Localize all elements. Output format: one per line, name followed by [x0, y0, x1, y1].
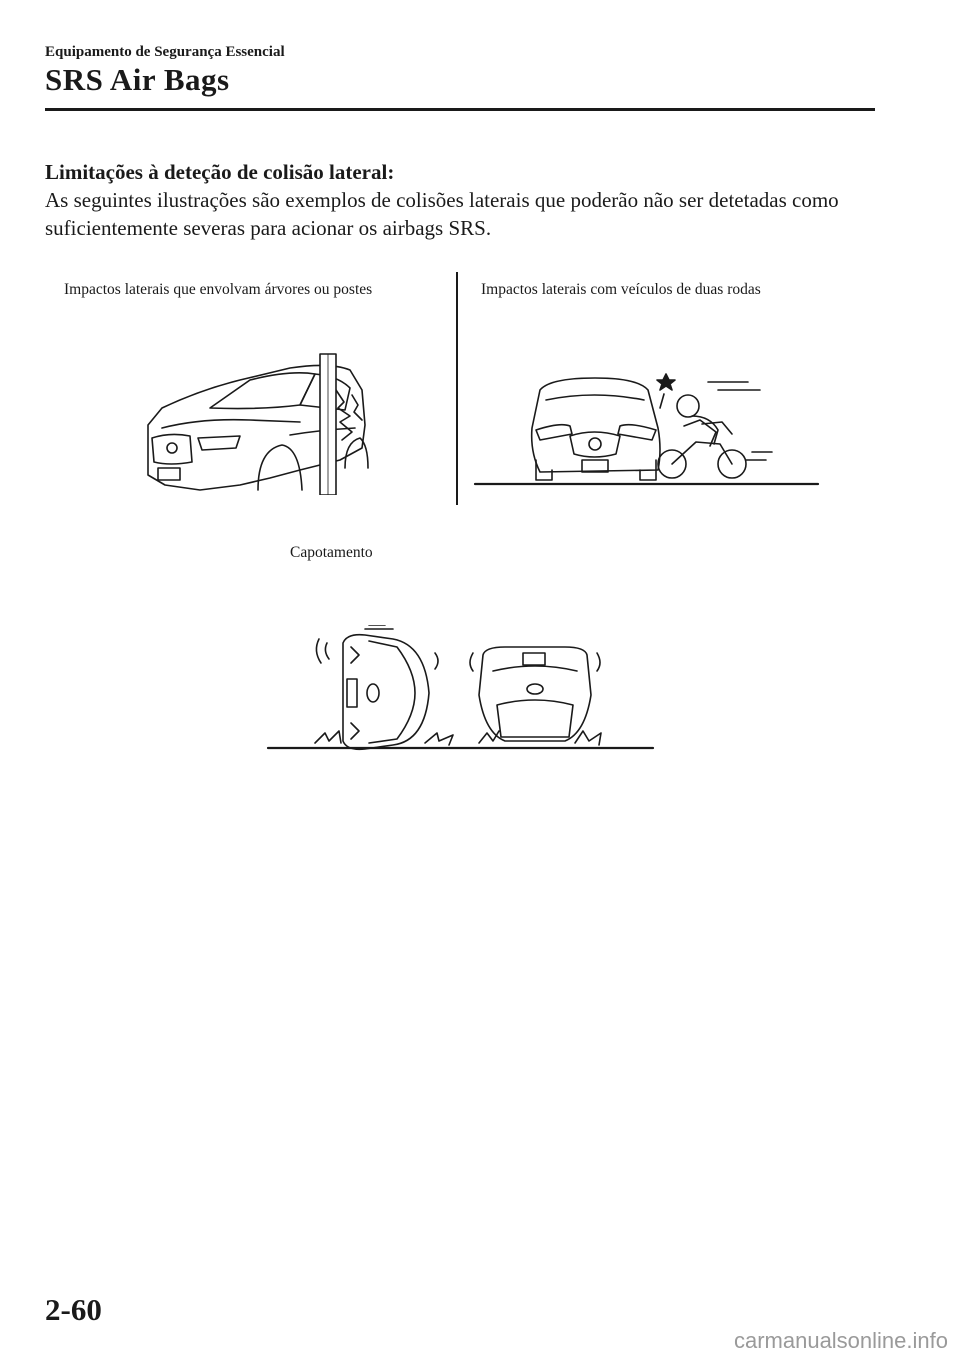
page-title: SRS Air Bags — [45, 62, 230, 97]
page-number: 2-60 — [45, 1292, 102, 1327]
section-subheading: Limitações à deteção de colisão lateral: — [45, 160, 395, 184]
column-divider — [456, 272, 458, 505]
caption-poles: Impactos laterais que envolvam árvores ou postes — [64, 281, 373, 298]
car-pole-illustration — [140, 350, 380, 495]
body-paragraph: As seguintes ilustrações são exemplos de colisões laterais que poderão não ser detetadas como suficientemente severas para acionar os airbags SRS. — [45, 188, 839, 240]
watermark: carmanualsonline.info — [733, 1328, 948, 1353]
caption-rollover: Capotamento — [290, 544, 373, 561]
caption-two-wheel: Impactos laterais com veículos de duas rodas — [481, 281, 761, 298]
car-motorcycle-illustration — [470, 360, 820, 490]
title-rule — [45, 108, 875, 111]
section-label: Equipamento de Segurança Essencial — [45, 44, 285, 60]
rollover-illustration — [265, 625, 655, 755]
